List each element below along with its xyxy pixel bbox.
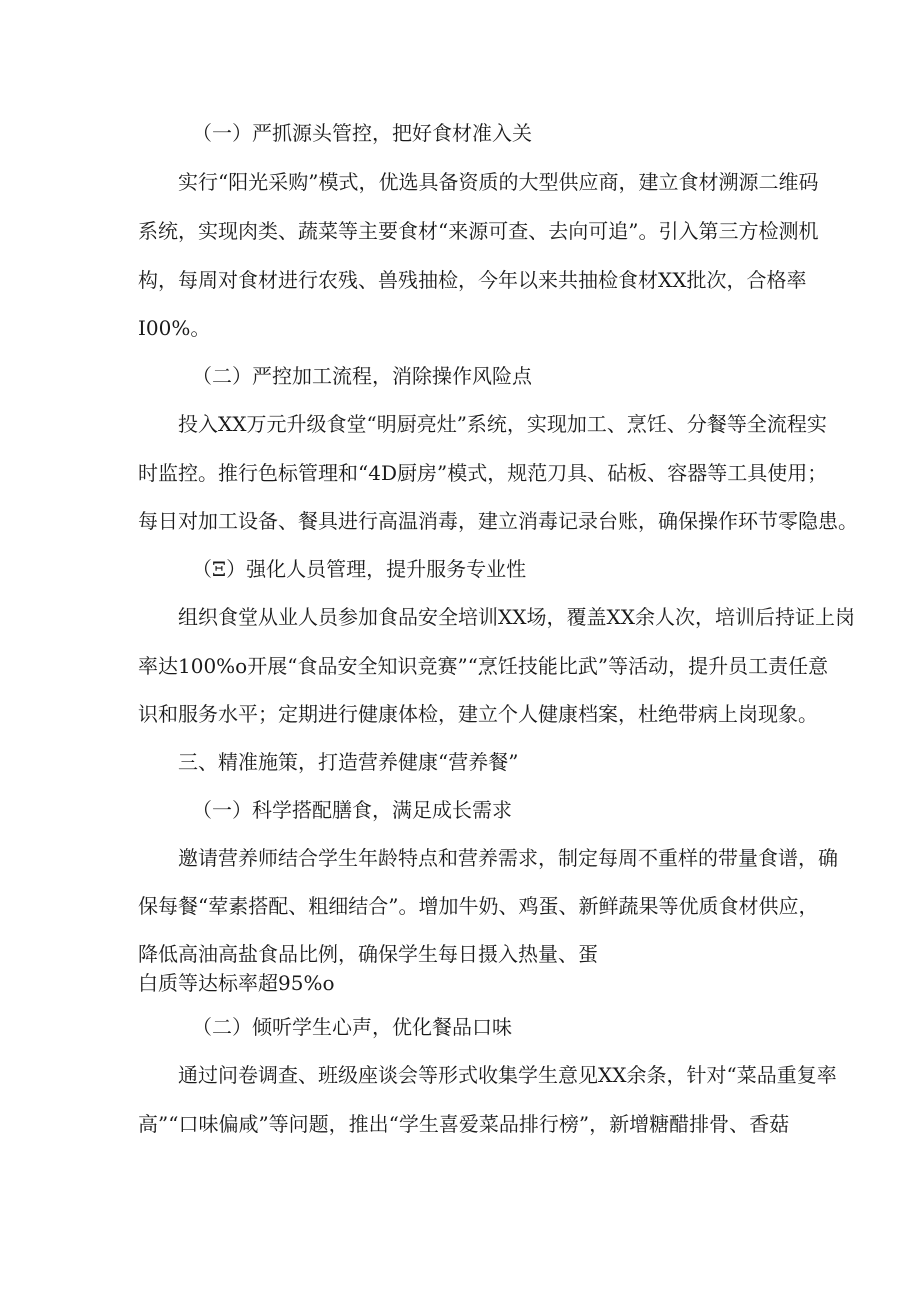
paragraph-line: 率达100%o开展“食品安全知识竞赛”“烹饪技能比武”等活动，提升员工责任意: [138, 654, 829, 678]
section-heading-nutrition: 三、精准施策，打造营养健康“营养餐”: [178, 750, 519, 774]
paragraph-line: 保每餐“荤素搭配、粗细结合”。增加牛奶、鸡蛋、新鲜蔬果等优质食材供应，: [138, 894, 819, 918]
paragraph-line: 邀请营养师结合学生年龄特点和营养需求，制定每周不重样的带量食谱，确: [178, 846, 838, 870]
heading-source-control: （一）严抓源头管控，把好食材准入关: [192, 121, 532, 145]
paragraph-line: 识和服务水平；定期进行健康体检，建立个人健康档案，杜绝带病上岗现象。: [138, 702, 818, 726]
paragraph-line: 通过问卷调查、班级座谈会等形式收集学生意见XX余条，针对“菜品重复率: [178, 1063, 837, 1087]
paragraph-line: I00%。: [138, 316, 211, 340]
paragraph-line: 白质等达标率超95%o: [138, 971, 335, 995]
paragraph-line: 实行“阳光采购”模式，优选具备资质的大型供应商，建立食材溯源二维码: [178, 170, 819, 194]
heading-process-control: （二）严控加工流程，消除操作风险点: [192, 364, 532, 388]
heading-student-feedback: （二）倾听学生心声，优化餐品口味: [192, 1015, 512, 1039]
paragraph-line: 组织食堂从业人员参加食品安全培训XX场，覆盖XX余人次，培训后持证上岗: [178, 605, 855, 629]
paragraph-line: 高”“口味偏咸”等问题，推出“学生喜爱菜品排行榜”，新增糖醋排骨、香菇: [138, 1112, 790, 1136]
heading-diet-planning: （一）科学搭配膳食，满足成长需求: [192, 798, 512, 822]
paragraph-line: 降低高油高盐食品比例，确保学生每日摄入热量、蛋: [138, 942, 598, 966]
heading-staff-management: （Ξ）强化人员管理，提升服务专业性: [192, 557, 527, 581]
paragraph-line: 时监控。推行色标管理和“4D厨房”模式，规范刀具、砧板、容器等工具使用；: [138, 461, 828, 485]
paragraph-line: 构，每周对食材进行农残、兽残抽检，今年以来共抽检食材XX批次，合格率: [138, 268, 807, 292]
paragraph-line: 每日对加工设备、餐具进行高温消毒，建立消毒记录台账，确保操作环节零隐患。: [138, 509, 858, 533]
paragraph-line: 系统，实现肉类、蔬菜等主要食材“来源可查、去向可追”。引入第三方检测机: [138, 219, 819, 243]
paragraph-line: 投入XX万元升级食堂“明厨亮灶”系统，实现加工、烹饪、分餐等全流程实: [178, 412, 827, 436]
